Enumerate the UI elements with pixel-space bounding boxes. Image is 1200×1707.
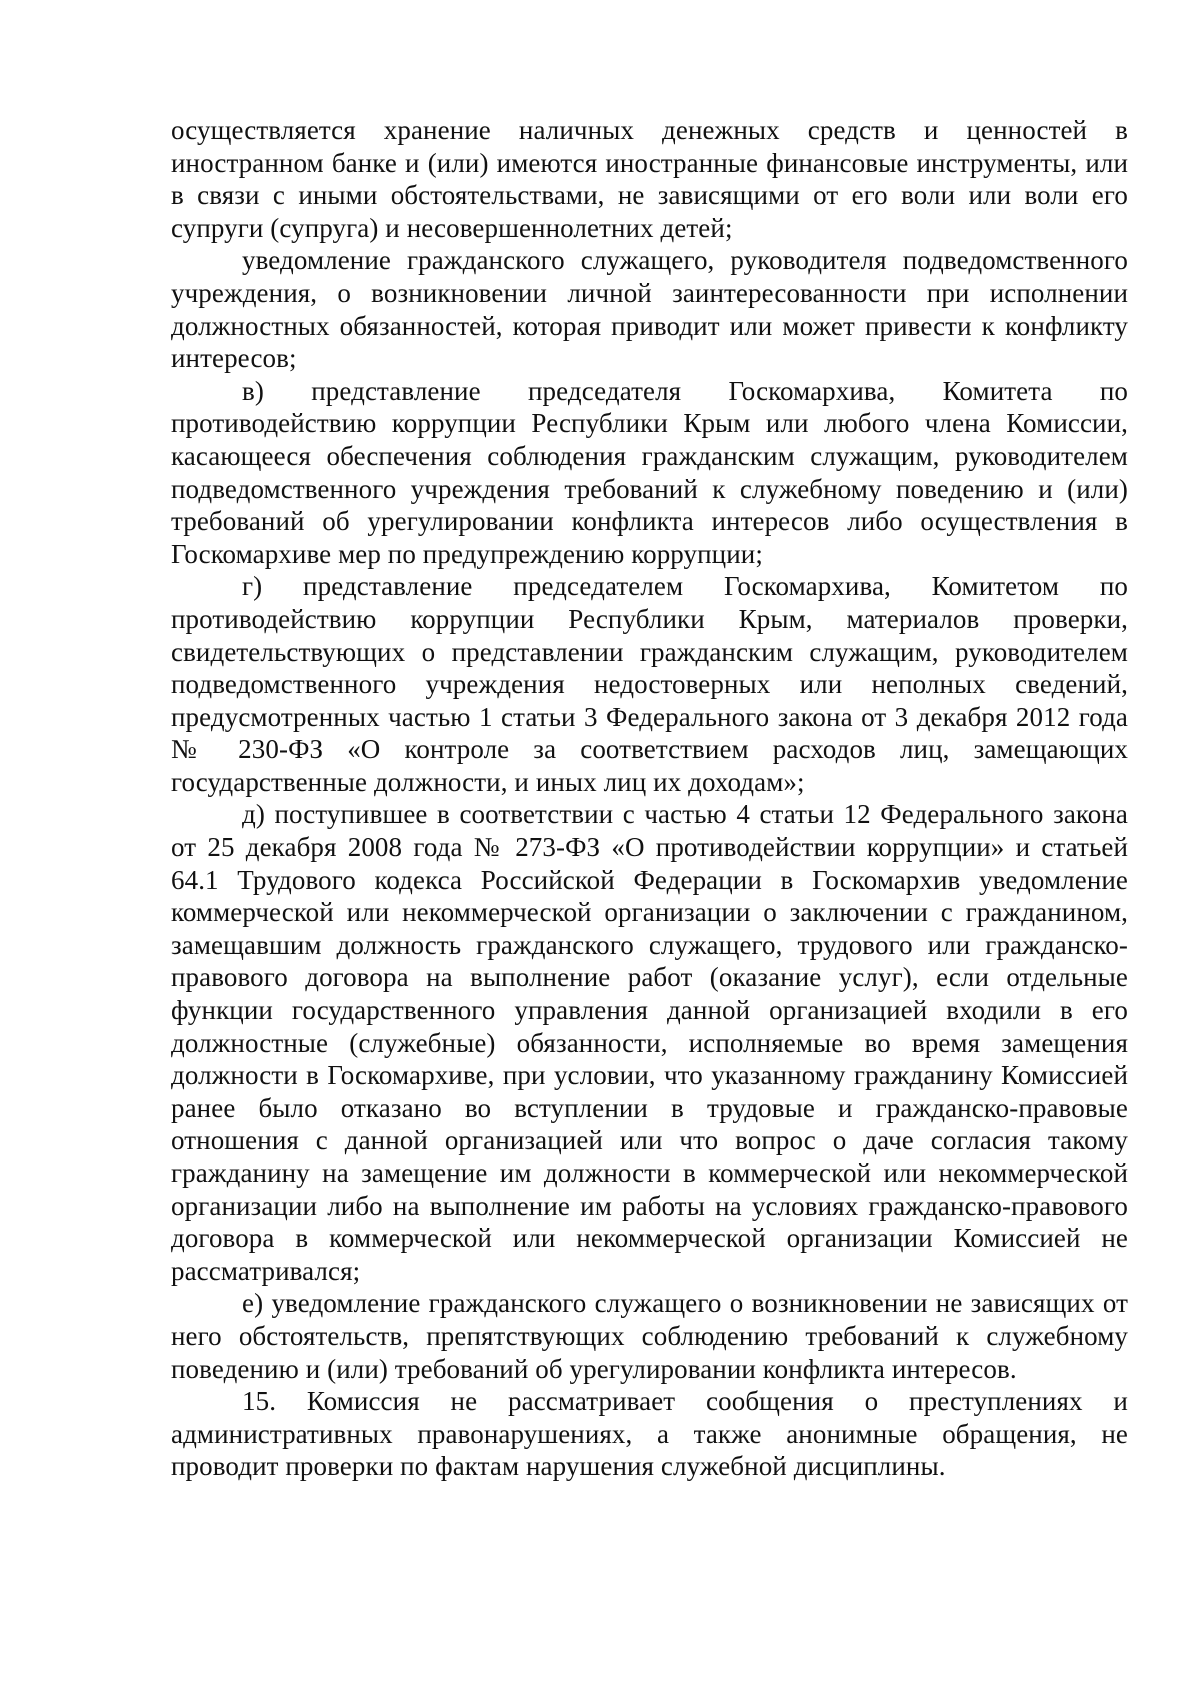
paragraph-15: 15. Комиссия не рассматривает сообщения о преступлениях и административных правонарушениях, а также анонимные обращения, не проводит проверки по фактам нарушения служебной дисциплины.	[171, 1386, 1128, 1482]
paragraph-item-g: г) представление председателем Госкомархива, Комитетом по противодействию коррупции Республики Крым, материалов проверки, свидетельствующих о представлении гражданским служащим, руководителем подведомственного учреждения недостоверных или неполных сведений, предусмотренных частью 1 статьи 3 Федерального закона от 3 декабря 2012 года № 230-ФЗ «О контроле за соответствием расходов лиц, замещающих государственные должности, и иных лиц их доходам»;	[171, 571, 1128, 797]
paragraph-continuation: осуществляется хранение наличных денежных средств и ценностей в иностранном банке и (или) имеются иностранные финансовые инструменты, или в связи с иными обстоятельствами, не зависящими от его воли или воли его супруги (супруга) и несовершеннолетних детей;	[171, 115, 1128, 243]
paragraph-item-d: д) поступившее в соответствии с частью 4 статьи 12 Федерального закона от 25 декабря 2008 года № 273-ФЗ «О противодействии коррупции» и статьей 64.1 Трудового кодекса Российской Федерации в Госкомархив уведомление коммерческой или некоммерческой организации о заключении с гражданином, замещавшим должность гражданского служащего, трудового или гражданско-правового договора на выполнение работ (оказание услуг), если отдельные функции государственного управления данной организацией входили в его должностные (служебные) обязанности, исполняемые во время замещения должности в Госкомархиве, при условии, что указанному гражданину Комиссией ранее было отказано во вступлении в трудовые и гражданско-правовые отношения с данной организацией или что вопрос о даче согласия такому гражданину на замещение им должности в коммерческой или некоммерческой организации либо на выполнение им работы на условиях гражданско-правового договора в коммерческой или некоммерческой организации Комиссией не рассматривался;	[171, 799, 1128, 1286]
paragraph-conflict-notice: уведомление гражданского служащего, руководителя подведомственного учреждения, о возникновении личной заинтересованности при исполнении должностных обязанностей, которая приводит или может привести к конфликту интересов;	[171, 245, 1128, 374]
document-body	[171, 114, 1128, 1483]
paragraph-item-e: е) уведомление гражданского служащего о возникновении не зависящих от него обстоятельств, препятствующих соблюдению требований к служебному поведению и (или) требований об урегулировании конфликта интересов.	[171, 1288, 1128, 1384]
paragraph-item-v: в) представление председателя Госкомархива, Комитета по противодействию коррупции Республики Крым или любого члена Комиссии, касающееся обеспечения соблюдения гражданским служащим, руководителем подведомственного учреждения требований к служебному поведению и (или) требований об урегулировании конфликта интересов либо осуществления в Госкомархиве мер по предупреждению коррупции;	[171, 375, 1128, 569]
